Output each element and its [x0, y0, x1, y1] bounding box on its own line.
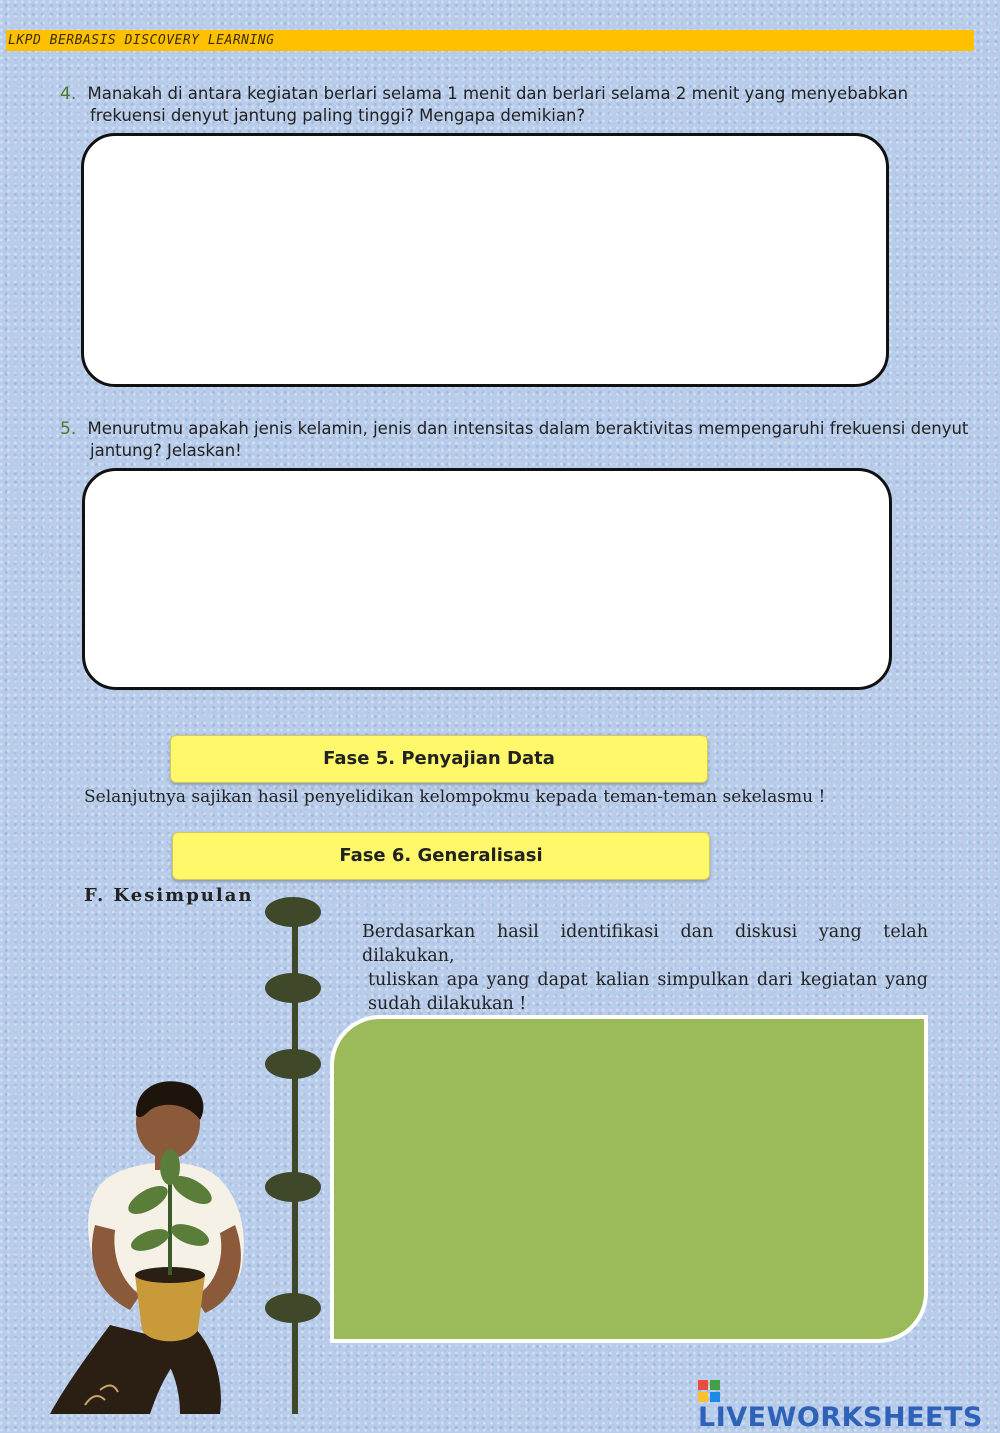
prompt-line1: Berdasarkan hasil identifikasi dan diskusi yang telah dilakukan, — [362, 922, 928, 966]
question-text-line1: Menurutmu apakah jenis kelamin, jenis dan intensitas dalam beraktivitas mempengaruhi frekuensi denyut — [87, 419, 969, 438]
answer-box-4[interactable] — [81, 133, 889, 387]
question-5 — [60, 418, 990, 462]
answer-box-5[interactable] — [82, 468, 892, 690]
brand-text: LIVEWORKSHEETS — [698, 1402, 983, 1433]
question-text-line1: Manakah di antara kegiatan berlari selama 1 menit dan berlari selama 2 menit yang menyebabkan — [87, 84, 909, 103]
prompt-line2: tuliskan apa yang dapat kalian simpulkan dari kegiatan yang — [368, 970, 928, 990]
question-text-line2: jantung? Jelaskan! — [90, 441, 242, 460]
binder-ring — [265, 973, 321, 1003]
liveworksheets-logo — [698, 1380, 1000, 1433]
conclusion-heading: F. Kesimpulan — [84, 885, 254, 906]
person-with-plant-illustration — [40, 1075, 280, 1414]
conclusion-prompt — [362, 920, 928, 1016]
header-title: LKPD BERBASIS DISCOVERY LEARNING — [8, 33, 275, 48]
logo-icon — [698, 1380, 720, 1402]
phase-5-instruction: Selanjutnya sajikan hasil penyelidikan kelompokmu kepada teman-teman sekelasmu ! — [84, 787, 826, 807]
question-text-line2: frekuensi denyut jantung paling tinggi? Mengapa demikian? — [90, 106, 586, 125]
phase-6-label: Fase 6. Generalisasi — [339, 845, 543, 866]
conclusion-answer-box[interactable] — [330, 1015, 928, 1343]
binder-ring — [265, 897, 321, 927]
phase-6-banner — [172, 832, 710, 880]
question-number: 5. — [60, 419, 77, 439]
question-number: 4. — [60, 84, 77, 104]
question-4 — [60, 83, 960, 127]
phase-5-label: Fase 5. Penyajian Data — [323, 748, 555, 769]
phase-5-banner — [170, 735, 708, 783]
prompt-line3: sudah dilakukan ! — [368, 994, 527, 1014]
